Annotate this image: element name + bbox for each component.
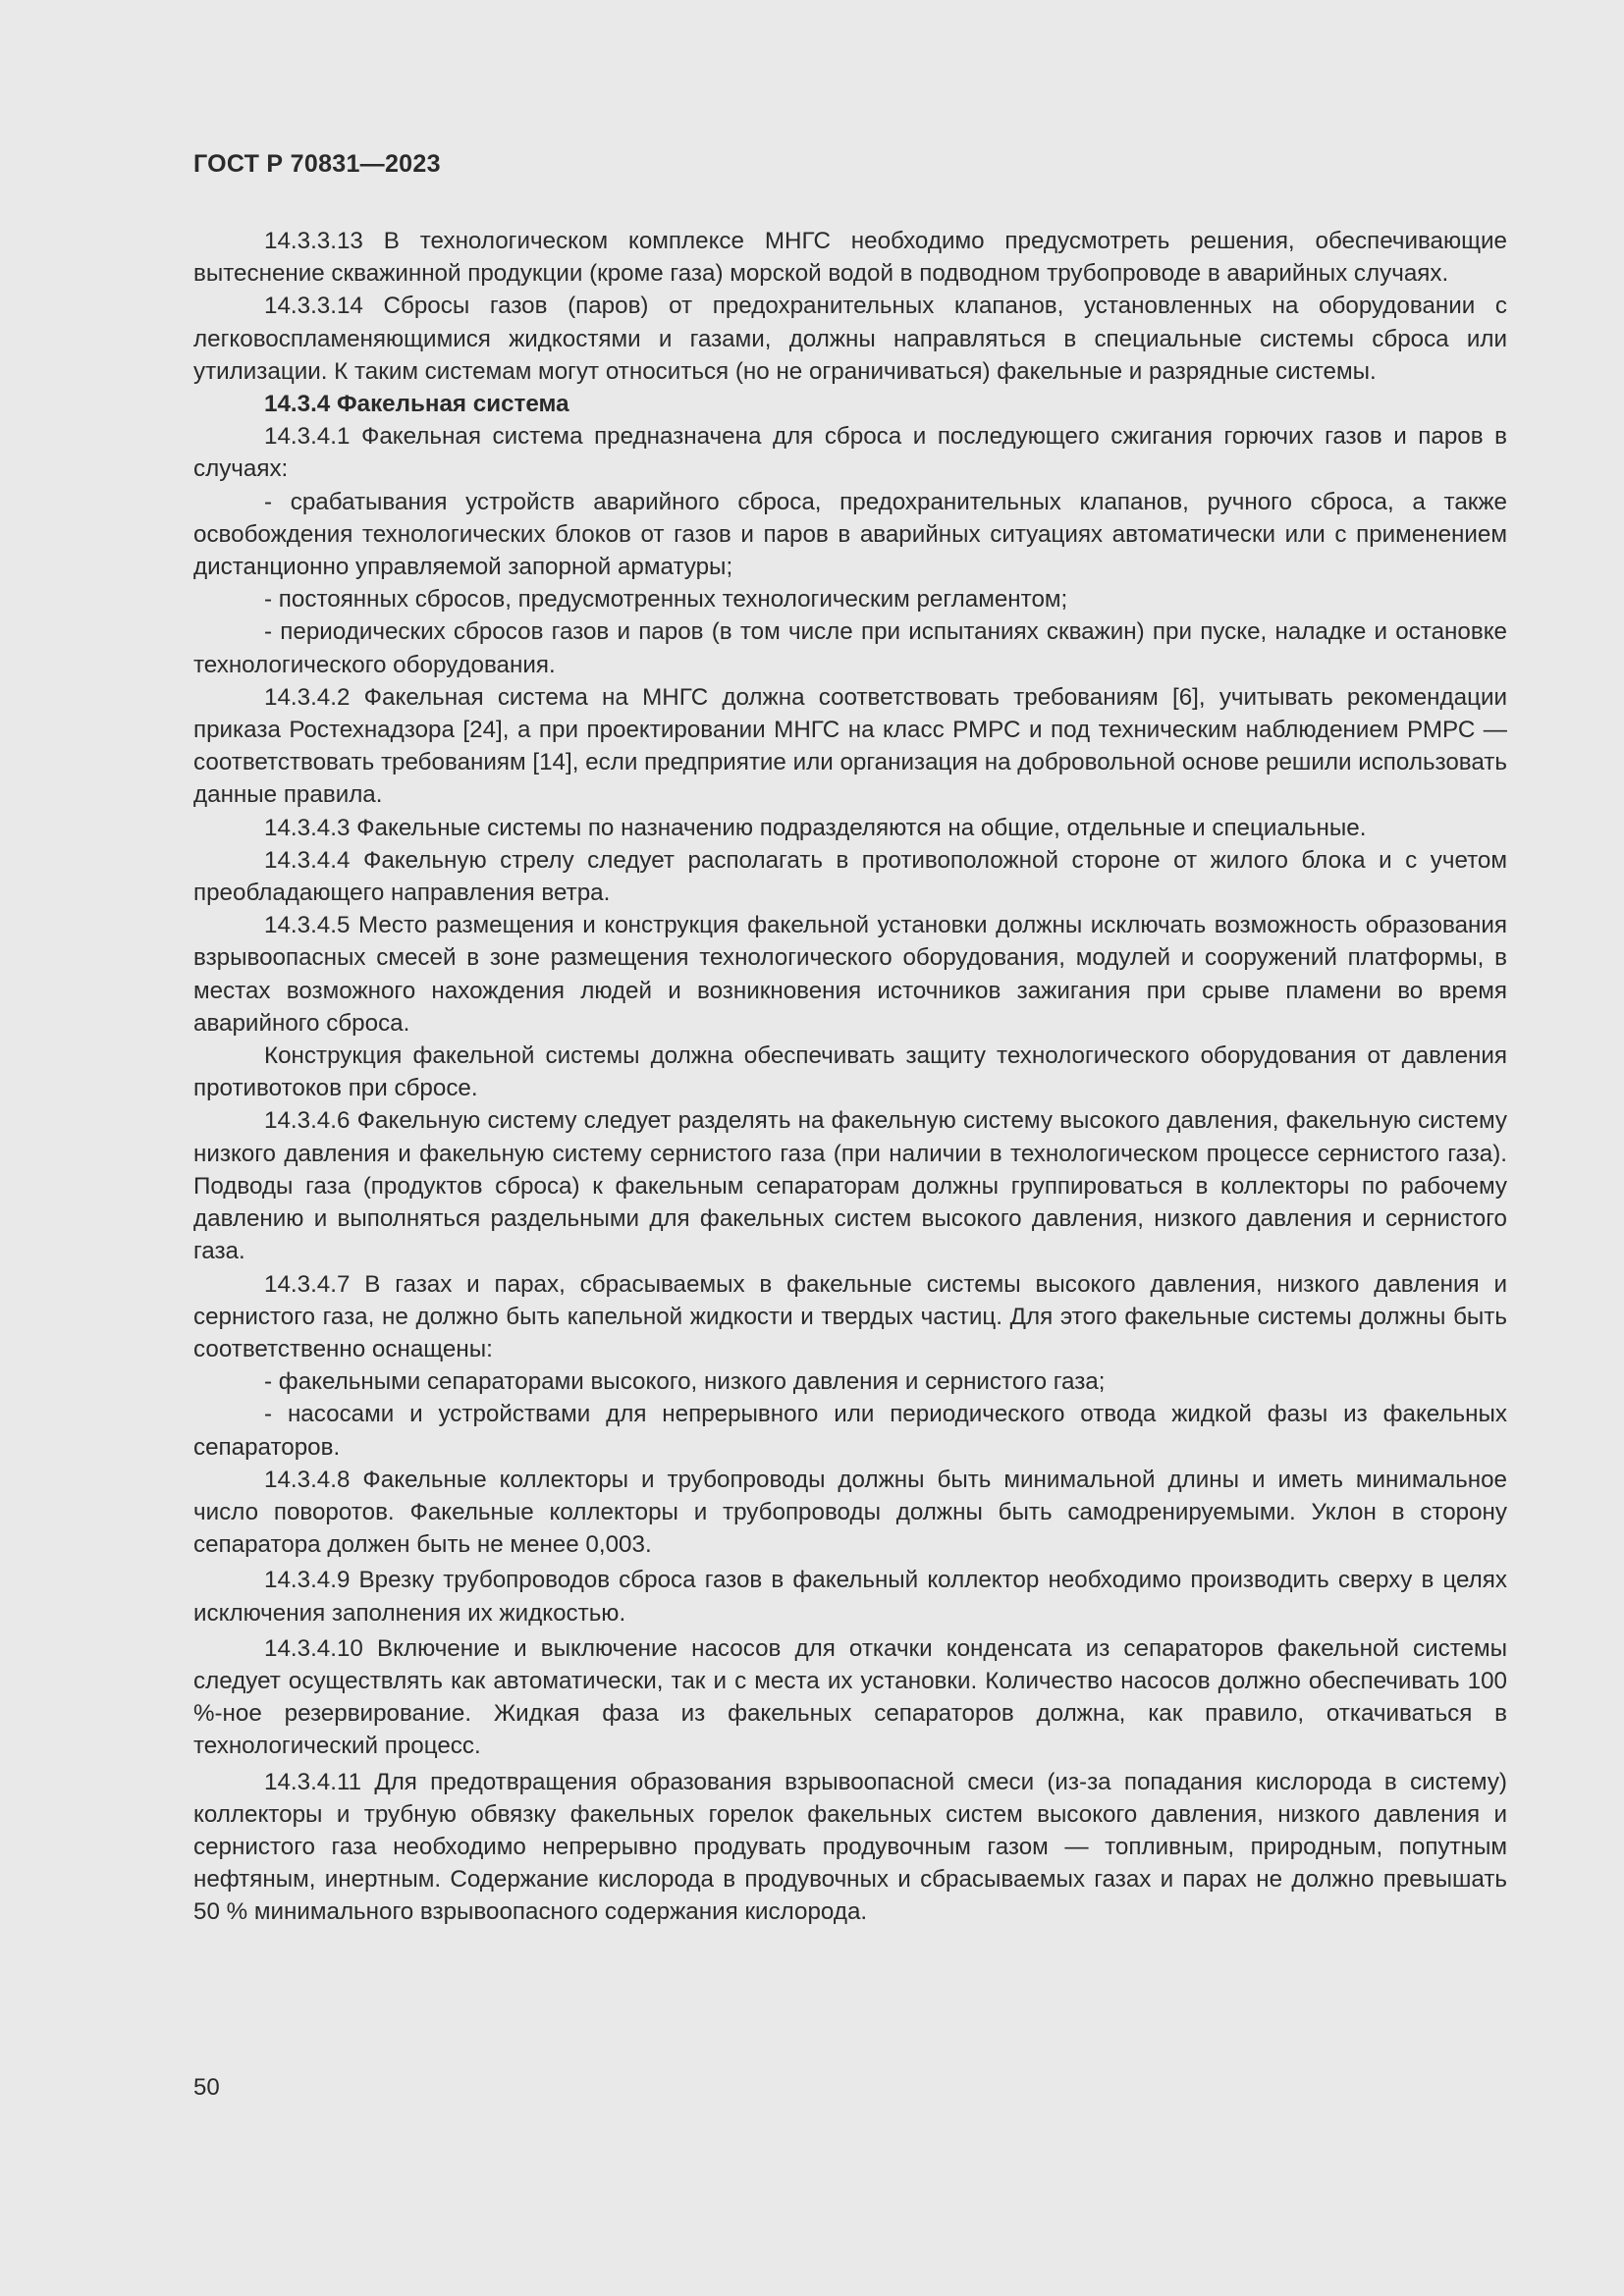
paragraph xyxy=(193,1464,1507,1562)
clause-number: 14.3.4.1 xyxy=(264,423,351,451)
paragraph-text: Для предотвращения образования взрывоопасной смеси (из-за попадания кислорода в систему) коллекторы и трубную обвязку факельных горелок факельных систем высокого давления, низкого давления и сернистого газа необходимо непрерывно продувать продувочным газом — топливным, природным, попутным нефтяным, инертным. Содержание кислорода в продувочных и сбрасываемых газах и парах не должно превышать 50 % минимального взрывоопасного содержания кислорода. xyxy=(193,1768,1507,1926)
paragraph xyxy=(193,1268,1507,1366)
clause-number: 14.3.4.8 xyxy=(264,1466,351,1493)
paragraph xyxy=(193,225,1507,290)
list-item-text: постоянных сбросов, предусмотренных технологическим регламентом; xyxy=(278,586,1068,614)
section-heading xyxy=(193,388,1507,420)
list-item xyxy=(193,615,1507,680)
clause-number: 14.3.4.2 xyxy=(264,683,351,711)
paragraph-text: Факельная система на МНГС должна соответствовать требованиям [6], учитывать рекомендации приказа Ростехнадзора [24], а при проектировании МНГС на класс РМРС и под техническим наблюдением РМРС — соответствовать требованиям [14], если предприятие или организация на добровольной основе решили использовать данные правила. xyxy=(193,683,1507,809)
paragraph xyxy=(193,909,1507,1040)
paragraph-text: Факельные коллекторы и трубопроводы должны быть минимальной длины и иметь минимальное число поворотов. Факельные коллекторы и трубопроводы должны быть самодренируемыми. Уклон в сторону сепаратора должен быть не менее 0,003. xyxy=(193,1466,1507,1559)
paragraph-text: Место размещения и конструкция факельной установки должны исключать возможность образования взрывоопасных смесей в зоне размещения технологического оборудования, модулей и сооружений платформы, в местах возможного нахождения людей и возникновения источников зажигания при срыве пламени во время аварийного сброса. xyxy=(193,912,1507,1037)
paragraph xyxy=(193,1564,1507,1629)
list-item-text: насосами и устройствами для непрерывного или периодического отвода жидкой фазы из факельных сепараторов. xyxy=(193,1401,1507,1461)
clause-number: 14.3.3.13 xyxy=(264,228,363,254)
clause-number: 14.3.4.4 xyxy=(264,846,351,874)
clause-number: 14.3.4.9 xyxy=(264,1567,351,1594)
paragraph-text: В газах и парах, сбрасываемых в факельные системы высокого давления, низкого давления и сернистого газа, не должно быть капельной жидкости и твердых частиц. Для этого факельные системы должны быть соответственно оснащены: xyxy=(193,1270,1507,1362)
document-body xyxy=(193,225,1507,1929)
paragraph xyxy=(193,1632,1507,1763)
list-dash: - xyxy=(264,586,273,614)
clause-number: 14.3.4.5 xyxy=(264,912,351,939)
paragraph-text: Факельную стрелу следует располагать в противоположной стороне от жилого блока и с учетом преобладающего направления ветра. xyxy=(193,846,1507,907)
list-dash: - xyxy=(264,1401,273,1428)
paragraph xyxy=(193,290,1507,388)
list-item xyxy=(193,1398,1507,1463)
paragraph-text: Сбросы газов (паров) от предохранительных клапанов, установленных на оборудовании с легковоспламеняющимися жидкостями и газами, должны направляться в специальные системы сброса или утилизации. К таким системам могут относиться (но не ограничиваться) факельные и разрядные системы. xyxy=(193,293,1507,385)
clause-number: 14.3.4.11 xyxy=(264,1768,362,1795)
paragraph-text: Факельную систему следует разделять на факельную систему высокого давления, факельную систему низкого давления и факельную систему сернистого газа (при наличии в технологическом процессе сернистого газа). Подводы газа (продуктов сброса) к факельным сепараторам должны группироваться в коллекторы по рабочему давлению и выполняться раздельными для факельных систем высокого давления, низкого давления и сернистого газа. xyxy=(193,1107,1507,1265)
list-item-text: факельными сепараторами высокого, низкого давления и сернистого газа; xyxy=(278,1368,1106,1396)
paragraph-text: Конструкция факельной системы должна обеспечивать защиту технологического оборудования от давления противотоков при сбросе. xyxy=(193,1042,1507,1102)
clause-number: 14.3.4 xyxy=(264,391,331,418)
section-heading-text: Факельная система xyxy=(336,391,569,418)
list-item xyxy=(193,486,1507,584)
list-dash: - xyxy=(264,618,273,646)
clause-number: 14.3.3.14 xyxy=(264,293,363,320)
paragraph xyxy=(193,1104,1507,1267)
paragraph xyxy=(193,1040,1507,1104)
list-item-text: срабатывания устройств аварийного сброса, предохранительных клапанов, ручного сброса, а также освобождения технологических блоков от газов и паров в аварийных ситуациях автоматически или с применением дистанционно управляемой запорной арматуры; xyxy=(193,488,1507,581)
paragraph-text: Факельные системы по назначению подразделяются на общие, отдельные и специальные. xyxy=(356,814,1367,841)
clause-number: 14.3.4.7 xyxy=(264,1270,351,1298)
paragraph-text: Включение и выключение насосов для откачки конденсата из сепараторов факельной системы следует осуществлять как автоматически, так и с места их установки. Количество насосов должно обеспечивать 100 %-ное резервирование. Жидкая фаза из факельных сепараторов должна, как правило, откачиваться в технологический процесс. xyxy=(193,1634,1507,1760)
paragraph-text: Факельная система предназначена для сброса и последующего сжигания горючих газов и паров в случаях: xyxy=(193,423,1507,483)
clause-number: 14.3.4.6 xyxy=(264,1107,351,1135)
list-item xyxy=(193,1365,1507,1398)
clause-number: 14.3.4.10 xyxy=(264,1634,363,1662)
paragraph xyxy=(193,681,1507,812)
list-dash: - xyxy=(264,488,273,515)
paragraph xyxy=(193,844,1507,909)
paragraph-text: В технологическом комплексе МНГС необходимо предусмотреть решения, обеспечивающие вытеснение скважинной продукции (кроме газа) морской водой в подводном трубопроводе в аварийных случаях. xyxy=(193,228,1507,288)
clause-number: 14.3.4.3 xyxy=(264,814,351,841)
list-item xyxy=(193,583,1507,615)
paragraph-text: Врезку трубопроводов сброса газов в факельный коллектор необходимо производить сверху в целях исключения заполнения их жидкостью. xyxy=(193,1567,1507,1627)
list-item-text: периодических сбросов газов и паров (в том числе при испытаниях скважин) при пуске, наладке и остановке технологического оборудования. xyxy=(193,618,1507,678)
list-dash: - xyxy=(264,1368,273,1396)
paragraph xyxy=(193,1766,1507,1929)
paragraph xyxy=(193,420,1507,485)
page-number: 50 xyxy=(193,2074,220,2101)
document-code-header: ГОСТ Р 70831—2023 xyxy=(193,150,441,178)
paragraph xyxy=(193,812,1507,844)
